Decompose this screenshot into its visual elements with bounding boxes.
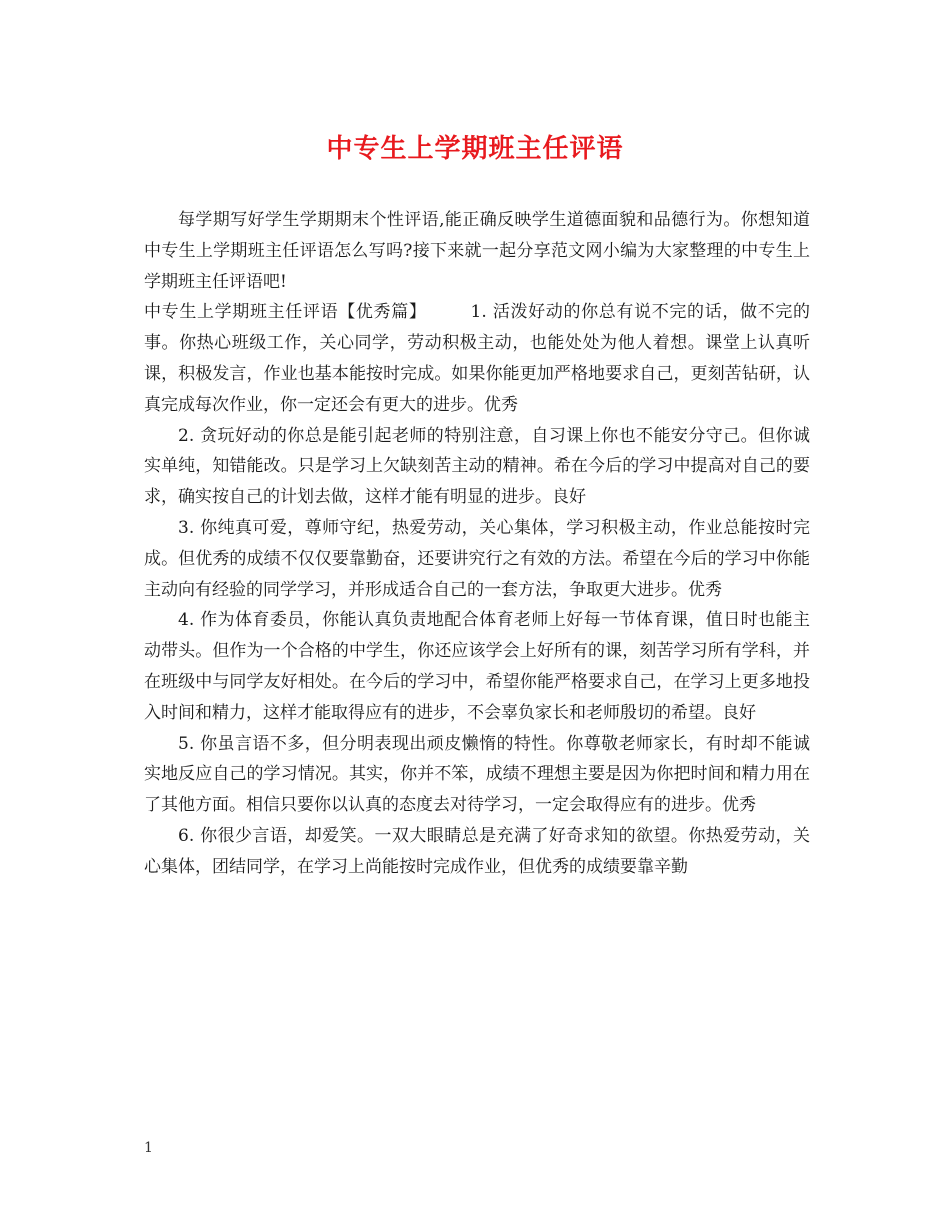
comment-item-2: 2. 贪玩好动的你总是能引起老师的特别注意，自习课上你也不能安分守己。但你诚实单纯，知错能改。只是学习上欠缺刻苦主动的精神。希在今后的学习中提高对自己的要求，确实按自己的计划去做，这样才能有明显的进步。良好 [144, 425, 810, 508]
comment-item-6: 6. 你很少言语，却爱笑。一双大眼睛总是充满了好奇求知的欲望。你热爱劳动，关心集体，团结同学，在学习上尚能按时完成作业，但优秀的成绩要靠辛勤 [144, 825, 810, 877]
document-title: 中专生上学期班主任评语 [326, 134, 624, 164]
intro-paragraph: 每学期写好学生学期期末个性评语,能正确反映学生道德面貌和品德行为。你想知道中专生上学期班主任评语怎么写吗?接下来就一起分享范文网小编为大家整理的中专生上学期班主任评语吧! [144, 210, 810, 292]
document-body [144, 205, 810, 883]
comment-item-4: 4. 作为体育委员，你能认真负责地配合体育老师上好每一节体育课，值日时也能主动带头。但作为一个合格的中学生，你还应该学会上好所有的课，刻苦学习所有学科，并在班级中与同学友好相处。在今后的学习中，希望你能严格要求自己，在学习上更多地投入时间和精力，这样才能取得应有的进步，不会辜负家长和老师殷切的希望。良好 [144, 610, 810, 723]
comment-item-1: 1. 活泼好动的你总有说不完的话，做不完的事。你热心班级工作，关心同学，劳动积极主动，也能处处为他人着想。课堂上认真听课，积极发言，作业也基本能按时完成。如果你能更加严格地要求自己，更刻苦钻研，认真完成每次作业，你一定还会有更大的进步。优秀 [144, 302, 810, 415]
section-heading: 中专生上学期班主任评语【优秀篇】 [144, 302, 427, 323]
comment-item-3: 3. 你纯真可爱，尊师守纪，热爱劳动，关心集体，学习积极主动，作业总能按时完成。但优秀的成绩不仅仅要靠勤奋，还要讲究行之有效的方法。希望在今后的学习中你能主动向有经验的同学学习，并形成适合自己的一套方法，争取更大进步。优秀 [144, 517, 810, 600]
comment-item-5: 5. 你虽言语不多，但分明表现出顽皮懒惰的特性。你尊敬老师家长，有时却不能诚实地反应自己的学习情况。其实，你并不笨，成绩不理想主要是因为你把时间和精力用在了其他方面。相信只要你以认真的态度去对待学习，一定会取得应有的进步。优秀 [144, 733, 810, 816]
page-number: 1 [144, 1140, 153, 1156]
section-paragraph [144, 297, 810, 420]
